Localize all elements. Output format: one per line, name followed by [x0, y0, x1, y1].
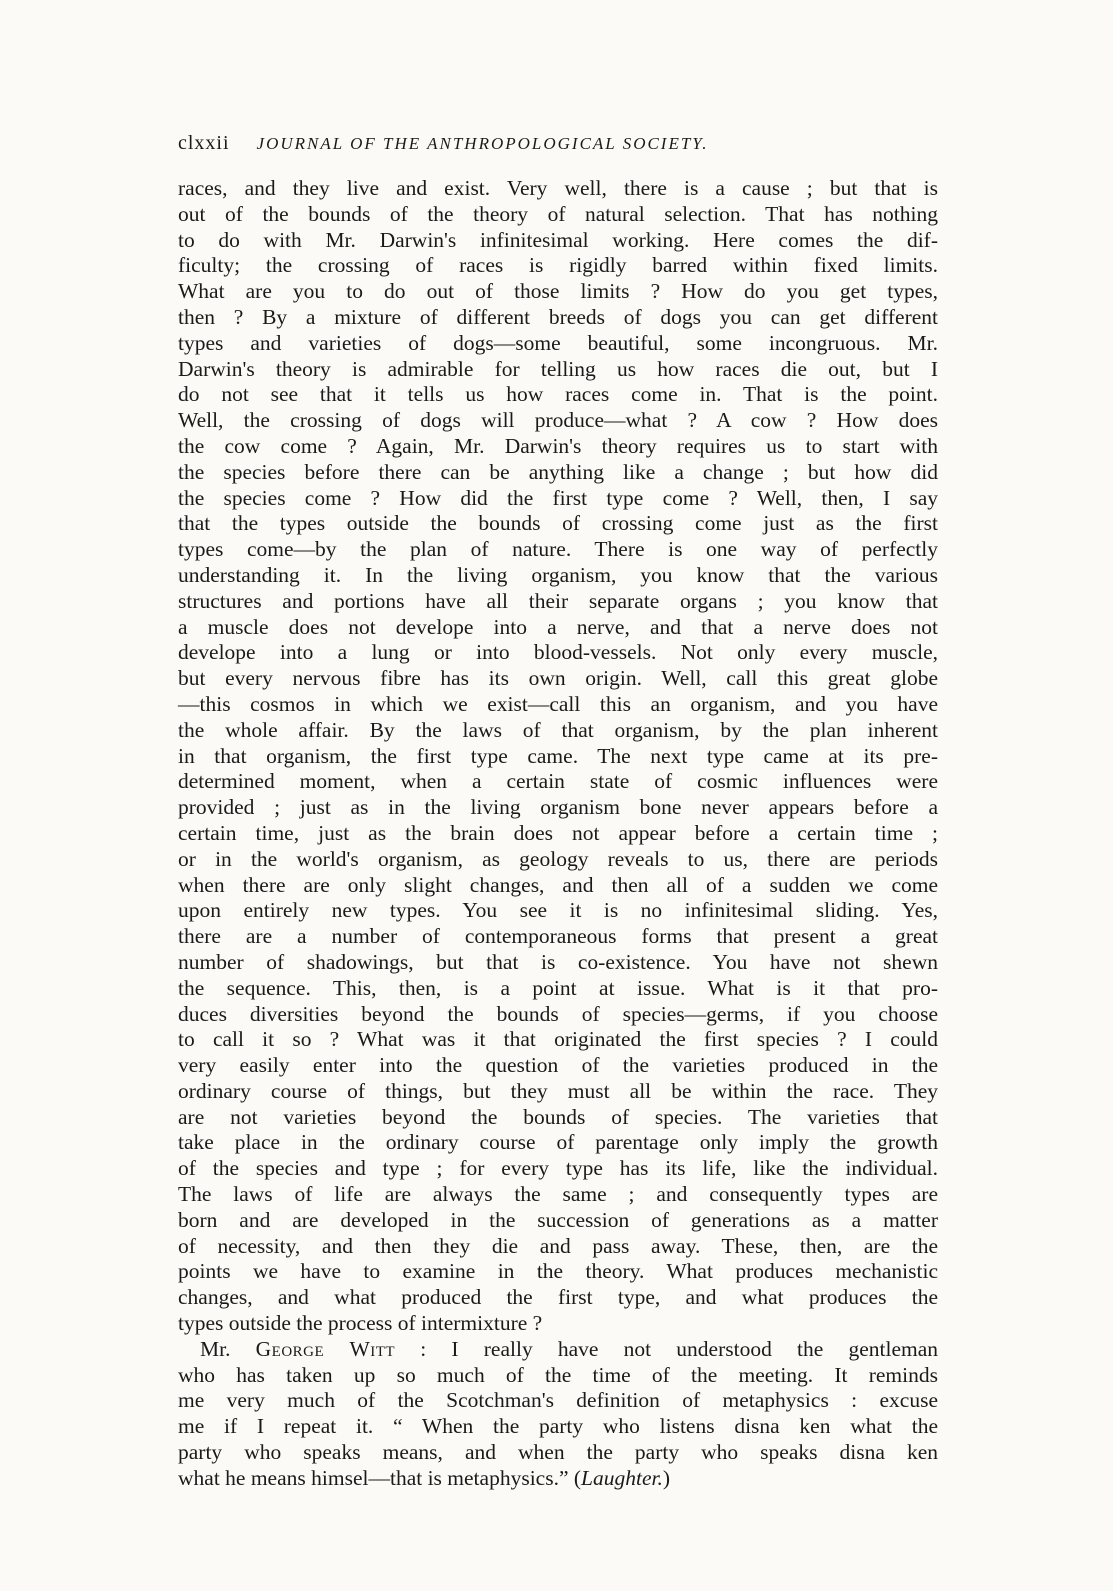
text-line: understanding it. In the living organism, you know that the various — [178, 562, 938, 587]
text-line: the species before there can be anything like a change ; but how did — [178, 459, 938, 484]
text-line: structures and portions have all their separate organs ; you know that — [178, 588, 938, 613]
text-line: me if I repeat it. “ When the party who listens disna ken what the — [178, 1414, 938, 1439]
text-line: What are you to do out of those limits ? How do you get types, — [178, 279, 938, 304]
text-line: a muscle does not develope into a nerve, and that a nerve does not — [178, 614, 938, 639]
text-line: or in the world's organism, as geology reveals to us, there are periods — [178, 846, 938, 871]
running-head — [178, 128, 938, 158]
text-line: races, and they live and exist. Very well, there is a cause ; but that is — [178, 176, 938, 200]
speaker-title: Mr. — [200, 1336, 256, 1361]
paragraph-end-line: types outside the process of intermixture ? — [178, 1311, 543, 1336]
quote-end-text: what he means himsel—that is metaphysics.” ( — [178, 1465, 582, 1490]
speaker-name: George Witt — [255, 1336, 396, 1361]
text-line: out of the bounds of the theory of natural selection. That has nothing — [178, 201, 938, 226]
text-line: do not see that it tells us how races come in. That is the point. — [178, 382, 938, 407]
text-line: there are a number of contemporaneous forms that present a great — [178, 924, 938, 949]
speech-start: : I really have not understood the gentleman — [395, 1336, 939, 1361]
stage-direction: Laughter. — [581, 1465, 663, 1490]
paragraph-end-line — [178, 1466, 938, 1492]
speaker-line — [178, 1337, 938, 1363]
text-line: duces diversities beyond the bounds of species—germs, if you choose — [178, 1001, 938, 1026]
text-line: the species come ? How did the first type come ? Well, then, I say — [178, 485, 938, 510]
text-line: types come—by the plan of nature. There is one way of perfectly — [178, 537, 938, 562]
text-line: are not varieties beyond the bounds of species. The varieties that — [178, 1104, 938, 1129]
text-line: of necessity, and then they die and pass away. These, then, are the — [178, 1233, 938, 1258]
text-line: number of shadowings, but that is co-existence. You have not shewn — [178, 949, 938, 974]
text-line: Darwin's theory is admirable for telling us how races die out, but I — [178, 356, 938, 381]
text-line: take place in the ordinary course of parentage only imply the growth — [178, 1130, 938, 1155]
text-line: ordinary course of things, but they must all be within the race. They — [178, 1078, 938, 1103]
text-line: points we have to examine in the theory. What produces mechanistic — [178, 1259, 938, 1284]
text-line: party who speaks means, and when the party who speaks disna ken — [178, 1440, 938, 1465]
text-line: very easily enter into the question of the varieties produced in the — [178, 1053, 938, 1078]
text-line: The laws of life are always the same ; and consequently types are — [178, 1182, 938, 1207]
close-paren: ) — [662, 1465, 671, 1490]
text-line: but every nervous fibre has its own origin. Well, call this great globe — [178, 666, 938, 691]
text-line: determined moment, when a certain state of cosmic influences were — [178, 769, 938, 794]
body-text — [178, 176, 938, 1492]
text-line: ficulty; the crossing of races is rigidly barred within fixed limits. — [178, 253, 938, 278]
text-line: changes, and what produced the first type, and what produces the — [178, 1285, 938, 1310]
text-line: that the types outside the bounds of crossing come just as the first — [178, 511, 938, 536]
text-line: to call it so ? What was it that originated the first species ? I could — [178, 1027, 938, 1052]
text-line: born and are developed in the succession of generations as a matter — [178, 1207, 938, 1232]
text-line: the whole affair. By the laws of that organism, by the plan inherent — [178, 717, 938, 742]
text-line: the sequence. This, then, is a point at issue. What is it that pro- — [178, 975, 938, 1000]
page-number: clxxii — [178, 132, 230, 154]
journal-title: JOURNAL OF THE ANTHROPOLOGICAL SOCIETY. — [256, 134, 709, 153]
text-line: certain time, just as the brain does not appear before a certain time ; — [178, 820, 938, 845]
text-line: —this cosmos in which we exist—call this an organism, and you have — [178, 691, 938, 716]
text-line: provided ; just as in the living organism bone never appears before a — [178, 795, 938, 820]
text-line: of the species and type ; for every type has its life, like the individual. — [178, 1156, 938, 1181]
text-line: who has taken up so much of the time of the meeting. It reminds — [178, 1362, 938, 1387]
text-line: when there are only slight changes, and then all of a sudden we come — [178, 872, 938, 897]
text-line: then ? By a mixture of different breeds of dogs you can get different — [178, 304, 938, 329]
text-line: types and varieties of dogs—some beautiful, some incongruous. Mr. — [178, 330, 938, 355]
text-line: the cow come ? Again, Mr. Darwin's theory requires us to start with — [178, 433, 938, 458]
text-line: upon entirely new types. You see it is no infinitesimal sliding. Yes, — [178, 898, 938, 923]
text-line: to do with Mr. Darwin's infinitesimal working. Here comes the dif- — [178, 227, 938, 252]
text-line: Well, the crossing of dogs will produce—what ? A cow ? How does — [178, 408, 938, 433]
text-line: develope into a lung or into blood-vessels. Not only every muscle, — [178, 640, 938, 665]
text-line: me very much of the Scotchman's definition of metaphysics : excuse — [178, 1388, 938, 1413]
text-line: in that organism, the first type came. The next type came at its pre- — [178, 743, 938, 768]
